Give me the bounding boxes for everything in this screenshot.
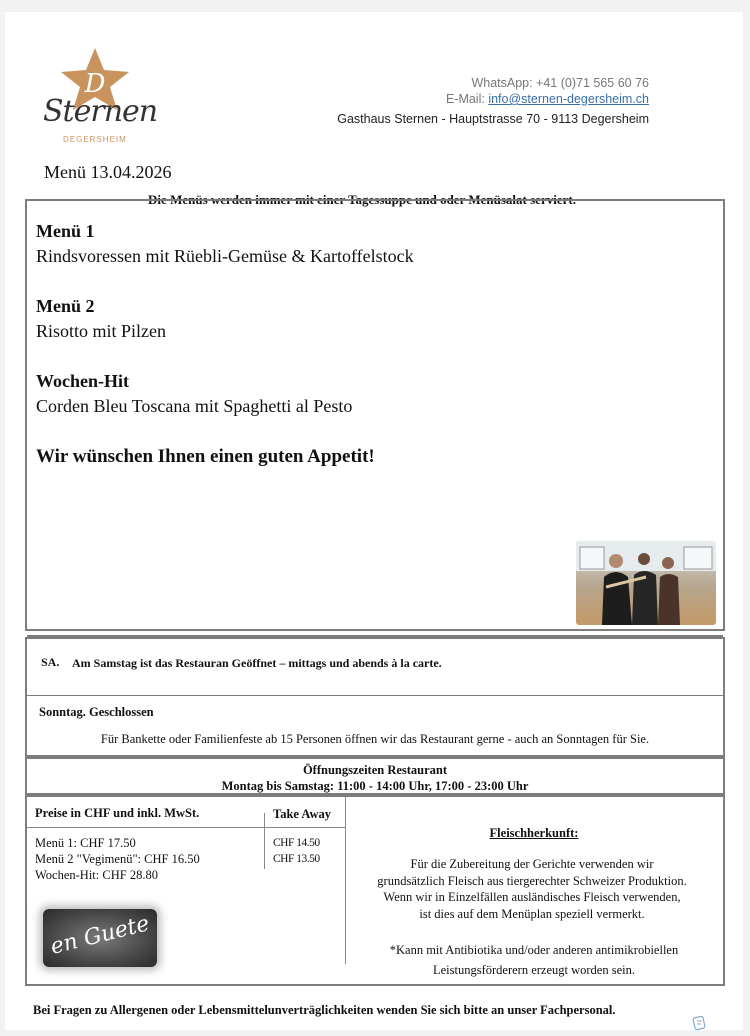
contact-info [446, 75, 649, 107]
takeaway-header: Take Away [273, 807, 332, 821]
allergen-note: Bei Fragen zu Allergenen oder Lebensmittelunverträglichkeiten wenden Sie sich bitte an unser Fachpersonal. [33, 1003, 616, 1017]
hours-title: Öffnungszeiten Restaurant [302, 763, 448, 777]
wochen-hit-title: Wochen-Hit [36, 371, 129, 391]
price-line: Wochen-Hit: CHF 28.80 [35, 868, 158, 882]
weekend-box [25, 637, 725, 757]
divider [27, 695, 723, 696]
menu-2-desc: Risotto mit Pilzen [36, 321, 167, 341]
antibiotika-note [345, 940, 723, 980]
menu-date: Menü 13.04.2026 [44, 162, 172, 182]
address: Gasthaus Sternen - Hauptstrasse 70 - 9113 Degersheim [337, 112, 649, 126]
svg-text:D: D [84, 69, 106, 99]
menu-2-title: Menü 2 [36, 296, 95, 316]
menu-1-title: Menü 1 [36, 221, 95, 241]
wochen-hit-desc: Corden Bleu Toscana mit Spaghetti al Pesto [36, 396, 353, 416]
email-label: E-Mail: [445, 92, 489, 106]
divider [264, 813, 265, 869]
saturday-text: Am Samstag ist das Restauran Geöffnet – mittags und abends à la carte. [72, 656, 442, 670]
logo-subtitle: DEGERSHEIM [63, 135, 127, 144]
price-line: Menü 1: CHF 17.50 [35, 836, 136, 850]
price-line: Menü 2 "Vegimenü": CHF 16.50 [35, 852, 200, 866]
serving-note: Die Menüs werden immer mit einer Tagessuppe und oder Menüsalat serviert. [148, 192, 576, 207]
staff-photo [576, 541, 716, 625]
price-header: Preise in CHF und inkl. MwSt. [35, 806, 200, 820]
sunday-text: Sonntag. Geschlossen [39, 705, 154, 719]
hours-box [25, 757, 725, 795]
whatsapp-number: WhatsApp: +41 (0)71 565 60 76 [471, 76, 649, 90]
menu-1-desc: Rindsvoressen mit Rüebli-Gemüse & Kartoffelstock [36, 246, 414, 266]
document-icon [692, 1015, 708, 1031]
divider [27, 827, 345, 828]
logo-wordmark: Sternen [43, 94, 158, 129]
takeaway-price: CHF 14.50 [273, 837, 320, 849]
en-guete-badge [43, 909, 157, 967]
hours-text: Montag bis Samstag: 11:00 - 14:00 Uhr, 17:00 - 23:00 Uhr [221, 779, 529, 793]
price-box [25, 795, 725, 986]
fleisch-title: Fleischherkunft: [489, 826, 579, 840]
email-link[interactable]: info@sternen-degersheim.ch [488, 92, 649, 106]
appetit-text: Wir wünschen Ihnen einen guten Appetit! [36, 446, 375, 467]
divider [345, 797, 346, 964]
saturday-label: SA. [41, 655, 60, 669]
price-list [35, 835, 200, 883]
takeaway-price: CHF 13.50 [273, 853, 320, 865]
antibiotika-line: Leistungsförderern erzeugt worden sein. [432, 963, 635, 977]
menu-box [25, 199, 725, 631]
bankette-text: Für Bankette oder Familienfeste ab 15 Personen öffnen wir das Restaurant gerne - auch an Sonntagen für Sie. [100, 732, 650, 746]
sternen-logo [43, 48, 158, 148]
antibiotika-line: *Kann mit Antibiotika und/oder anderen antimikrobiellen [389, 943, 679, 957]
fleisch-text: Für die Zubereitung der Gerichte verwenden wir grundsätzlich Fleisch aus tiergerechter Schweizer Produktion. Wenn wir in Einzelfällen ausländisches Fleisch verwenden, ist dies auf dem Menüplan speziell vermerkt. [377, 857, 687, 921]
en-guete-text: en Guete [48, 911, 152, 960]
takeaway-list [273, 835, 320, 867]
